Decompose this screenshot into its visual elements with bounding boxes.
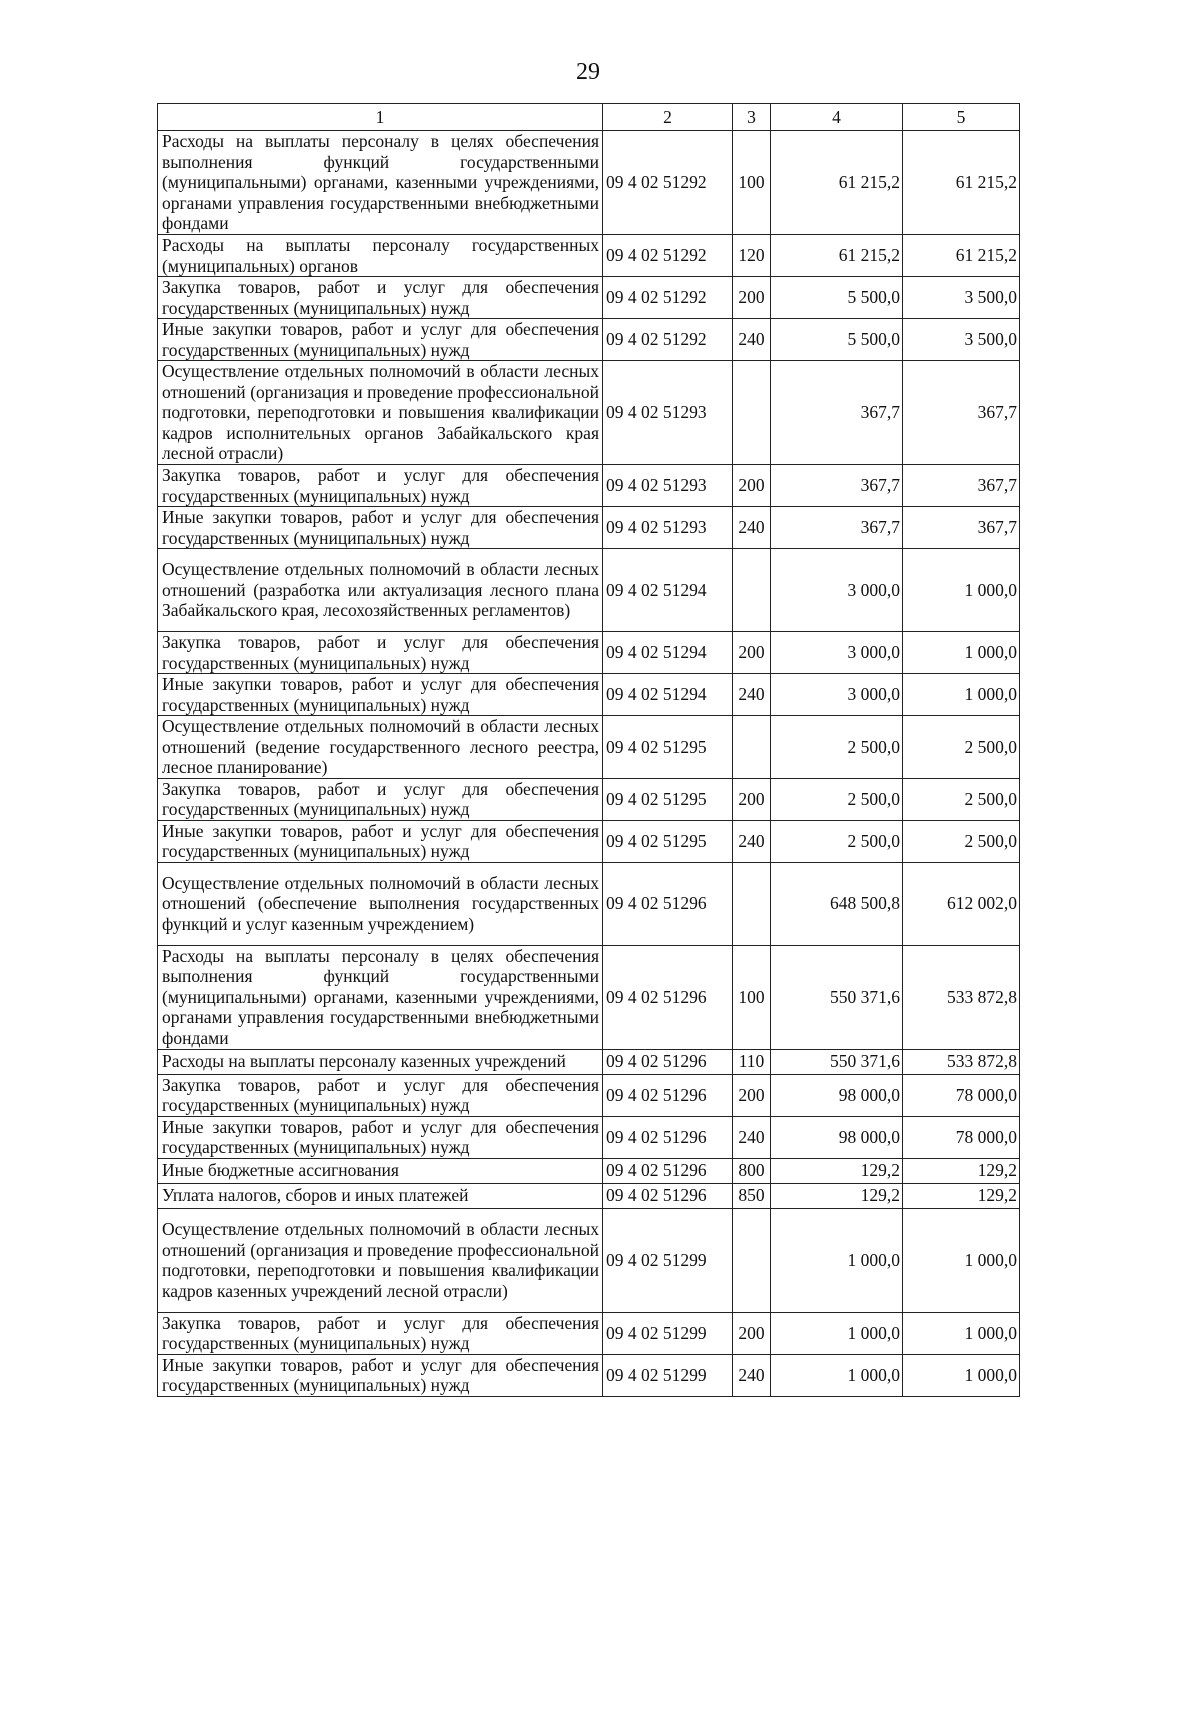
row-sum-2: 367,7 — [903, 361, 1020, 465]
row-sum-2: 78 000,0 — [903, 1116, 1020, 1158]
row-type: 240 — [733, 1354, 771, 1396]
row-sum-2: 2 500,0 — [903, 778, 1020, 820]
row-name: Иные закупки товаров, работ и услуг для обеспечения государственных (муниципальных) нужд — [158, 820, 603, 862]
table-row — [158, 674, 1020, 716]
row-code: 09 4 02 51296 — [603, 1049, 733, 1074]
row-code: 09 4 02 51299 — [603, 1208, 733, 1312]
table-row — [158, 465, 1020, 507]
table-row — [158, 277, 1020, 319]
row-sum-2: 533 872,8 — [903, 1049, 1020, 1074]
row-sum-1: 550 371,6 — [771, 1049, 903, 1074]
row-type: 120 — [733, 235, 771, 277]
row-sum-1: 1 000,0 — [771, 1208, 903, 1312]
row-sum-2: 1 000,0 — [903, 1354, 1020, 1396]
table-row — [158, 945, 1020, 1049]
row-sum-1: 367,7 — [771, 507, 903, 549]
row-sum-2: 367,7 — [903, 507, 1020, 549]
table-row — [158, 716, 1020, 779]
row-code: 09 4 02 51296 — [603, 1116, 733, 1158]
row-sum-2: 1 000,0 — [903, 674, 1020, 716]
row-sum-1: 61 215,2 — [771, 131, 903, 235]
row-name: Закупка товаров, работ и услуг для обеспечения государственных (муниципальных) нужд — [158, 1074, 603, 1116]
row-type: 240 — [733, 319, 771, 361]
row-name: Расходы на выплаты персоналу государственных (муниципальных) органов — [158, 235, 603, 277]
row-type — [733, 361, 771, 465]
row-sum-2: 533 872,8 — [903, 945, 1020, 1049]
row-name: Расходы на выплаты персоналу в целях обеспечения выполнения функций государственными (муниципальными) органами, казенными учреждениями, органами управления государственными внебюджетными фондами — [158, 131, 603, 235]
row-sum-1: 367,7 — [771, 361, 903, 465]
row-code: 09 4 02 51296 — [603, 1183, 733, 1208]
row-code: 09 4 02 51292 — [603, 131, 733, 235]
row-sum-1: 5 500,0 — [771, 319, 903, 361]
row-sum-2: 3 500,0 — [903, 277, 1020, 319]
row-type — [733, 1208, 771, 1312]
row-sum-1: 3 000,0 — [771, 674, 903, 716]
row-sum-2: 129,2 — [903, 1183, 1020, 1208]
table-row — [158, 1208, 1020, 1312]
table-row — [158, 549, 1020, 632]
row-sum-1: 2 500,0 — [771, 820, 903, 862]
row-type: 200 — [733, 465, 771, 507]
row-sum-1: 550 371,6 — [771, 945, 903, 1049]
row-type: 200 — [733, 632, 771, 674]
row-sum-2: 129,2 — [903, 1158, 1020, 1183]
row-type: 240 — [733, 1116, 771, 1158]
header-cell-1: 1 — [158, 104, 603, 131]
row-sum-1: 5 500,0 — [771, 277, 903, 319]
table-row — [158, 1049, 1020, 1074]
row-type: 100 — [733, 131, 771, 235]
header-cell-3: 3 — [733, 104, 771, 131]
table-row — [158, 632, 1020, 674]
row-name: Иные закупки товаров, работ и услуг для обеспечения государственных (муниципальных) нужд — [158, 507, 603, 549]
row-code: 09 4 02 51296 — [603, 862, 733, 945]
row-sum-2: 78 000,0 — [903, 1074, 1020, 1116]
row-type: 240 — [733, 674, 771, 716]
header-cell-2: 2 — [603, 104, 733, 131]
row-sum-2: 61 215,2 — [903, 235, 1020, 277]
row-type: 800 — [733, 1158, 771, 1183]
row-sum-1: 129,2 — [771, 1158, 903, 1183]
row-name: Осуществление отдельных полномочий в области лесных отношений (разработка или актуализация лесного плана Забайкальского края, лесохозяйственных регламентов) — [158, 549, 603, 632]
page-number: 29 — [576, 59, 600, 85]
table-row — [158, 361, 1020, 465]
row-code: 09 4 02 51296 — [603, 945, 733, 1049]
row-name: Иные закупки товаров, работ и услуг для обеспечения государственных (муниципальных) нужд — [158, 1354, 603, 1396]
row-sum-1: 61 215,2 — [771, 235, 903, 277]
row-sum-1: 129,2 — [771, 1183, 903, 1208]
row-type: 110 — [733, 1049, 771, 1074]
row-type: 100 — [733, 945, 771, 1049]
row-name: Иные закупки товаров, работ и услуг для обеспечения государственных (муниципальных) нужд — [158, 1116, 603, 1158]
row-code: 09 4 02 51293 — [603, 465, 733, 507]
table-row — [158, 1354, 1020, 1396]
row-sum-1: 367,7 — [771, 465, 903, 507]
table-row — [158, 131, 1020, 235]
row-sum-2: 2 500,0 — [903, 820, 1020, 862]
row-name: Закупка товаров, работ и услуг для обеспечения государственных (муниципальных) нужд — [158, 778, 603, 820]
budget-table — [157, 103, 1020, 1397]
row-name: Уплата налогов, сборов и иных платежей — [158, 1183, 603, 1208]
row-code: 09 4 02 51292 — [603, 235, 733, 277]
row-name: Иные бюджетные ассигнования — [158, 1158, 603, 1183]
table-row — [158, 507, 1020, 549]
row-name: Закупка товаров, работ и услуг для обеспечения государственных (муниципальных) нужд — [158, 277, 603, 319]
row-type: 240 — [733, 507, 771, 549]
row-code: 09 4 02 51296 — [603, 1158, 733, 1183]
row-sum-2: 1 000,0 — [903, 1312, 1020, 1354]
row-sum-1: 1 000,0 — [771, 1354, 903, 1396]
row-sum-1: 98 000,0 — [771, 1074, 903, 1116]
row-sum-1: 1 000,0 — [771, 1312, 903, 1354]
row-code: 09 4 02 51292 — [603, 319, 733, 361]
table-row — [158, 1312, 1020, 1354]
table-row — [158, 319, 1020, 361]
header-cell-5: 5 — [903, 104, 1020, 131]
row-code: 09 4 02 51294 — [603, 674, 733, 716]
row-sum-1: 98 000,0 — [771, 1116, 903, 1158]
row-type: 200 — [733, 1074, 771, 1116]
row-name: Осуществление отдельных полномочий в области лесных отношений (обеспечение выполнения государственных функций и услуг казенным учреждением) — [158, 862, 603, 945]
table-row — [158, 862, 1020, 945]
row-name: Иные закупки товаров, работ и услуг для обеспечения государственных (муниципальных) нужд — [158, 674, 603, 716]
row-sum-2: 1 000,0 — [903, 632, 1020, 674]
table-header-row — [158, 104, 1020, 131]
row-code: 09 4 02 51293 — [603, 361, 733, 465]
row-code: 09 4 02 51299 — [603, 1312, 733, 1354]
row-type: 200 — [733, 1312, 771, 1354]
row-type — [733, 716, 771, 779]
row-sum-1: 2 500,0 — [771, 716, 903, 779]
row-name: Закупка товаров, работ и услуг для обеспечения государственных (муниципальных) нужд — [158, 632, 603, 674]
row-sum-1: 3 000,0 — [771, 549, 903, 632]
row-code: 09 4 02 51299 — [603, 1354, 733, 1396]
row-sum-2: 367,7 — [903, 465, 1020, 507]
table-row — [158, 1116, 1020, 1158]
row-sum-1: 2 500,0 — [771, 778, 903, 820]
row-name: Иные закупки товаров, работ и услуг для обеспечения государственных (муниципальных) нужд — [158, 319, 603, 361]
row-sum-2: 1 000,0 — [903, 1208, 1020, 1312]
header-cell-4: 4 — [771, 104, 903, 131]
row-name: Осуществление отдельных полномочий в области лесных отношений (организация и проведение профессиональной подготовки, переподготовки и повышения квалификации кадров исполнительных органов Забайкальского края лесной отрасли) — [158, 361, 603, 465]
table-row — [158, 1183, 1020, 1208]
row-type — [733, 549, 771, 632]
row-sum-2: 612 002,0 — [903, 862, 1020, 945]
row-sum-2: 61 215,2 — [903, 131, 1020, 235]
row-code: 09 4 02 51292 — [603, 277, 733, 319]
table-row — [158, 778, 1020, 820]
table-row — [158, 1074, 1020, 1116]
row-type: 850 — [733, 1183, 771, 1208]
row-type: 200 — [733, 277, 771, 319]
row-type: 200 — [733, 778, 771, 820]
row-code: 09 4 02 51295 — [603, 778, 733, 820]
row-name: Осуществление отдельных полномочий в области лесных отношений (организация и проведение профессиональной подготовки, переподготовки и повышения квалификации кадров казенных учреждений лесной отрасли) — [158, 1208, 603, 1312]
row-code: 09 4 02 51294 — [603, 549, 733, 632]
table-row — [158, 820, 1020, 862]
row-sum-1: 648 500,8 — [771, 862, 903, 945]
row-code: 09 4 02 51293 — [603, 507, 733, 549]
row-name: Закупка товаров, работ и услуг для обеспечения государственных (муниципальных) нужд — [158, 465, 603, 507]
row-name: Осуществление отдельных полномочий в области лесных отношений (ведение государственного лесного реестра, лесное планирование) — [158, 716, 603, 779]
row-sum-1: 3 000,0 — [771, 632, 903, 674]
row-sum-2: 3 500,0 — [903, 319, 1020, 361]
row-code: 09 4 02 51294 — [603, 632, 733, 674]
row-type: 240 — [733, 820, 771, 862]
row-name: Расходы на выплаты персоналу казенных учреждений — [158, 1049, 603, 1074]
row-name: Закупка товаров, работ и услуг для обеспечения государственных (муниципальных) нужд — [158, 1312, 603, 1354]
row-type — [733, 862, 771, 945]
row-code: 09 4 02 51295 — [603, 716, 733, 779]
table-row — [158, 1158, 1020, 1183]
row-code: 09 4 02 51295 — [603, 820, 733, 862]
table-row — [158, 235, 1020, 277]
row-sum-2: 1 000,0 — [903, 549, 1020, 632]
row-name: Расходы на выплаты персоналу в целях обеспечения выполнения функций государственными (муниципальными) органами, казенными учреждениями, органами управления государственными внебюджетными фондами — [158, 945, 603, 1049]
row-sum-2: 2 500,0 — [903, 716, 1020, 779]
row-code: 09 4 02 51296 — [603, 1074, 733, 1116]
